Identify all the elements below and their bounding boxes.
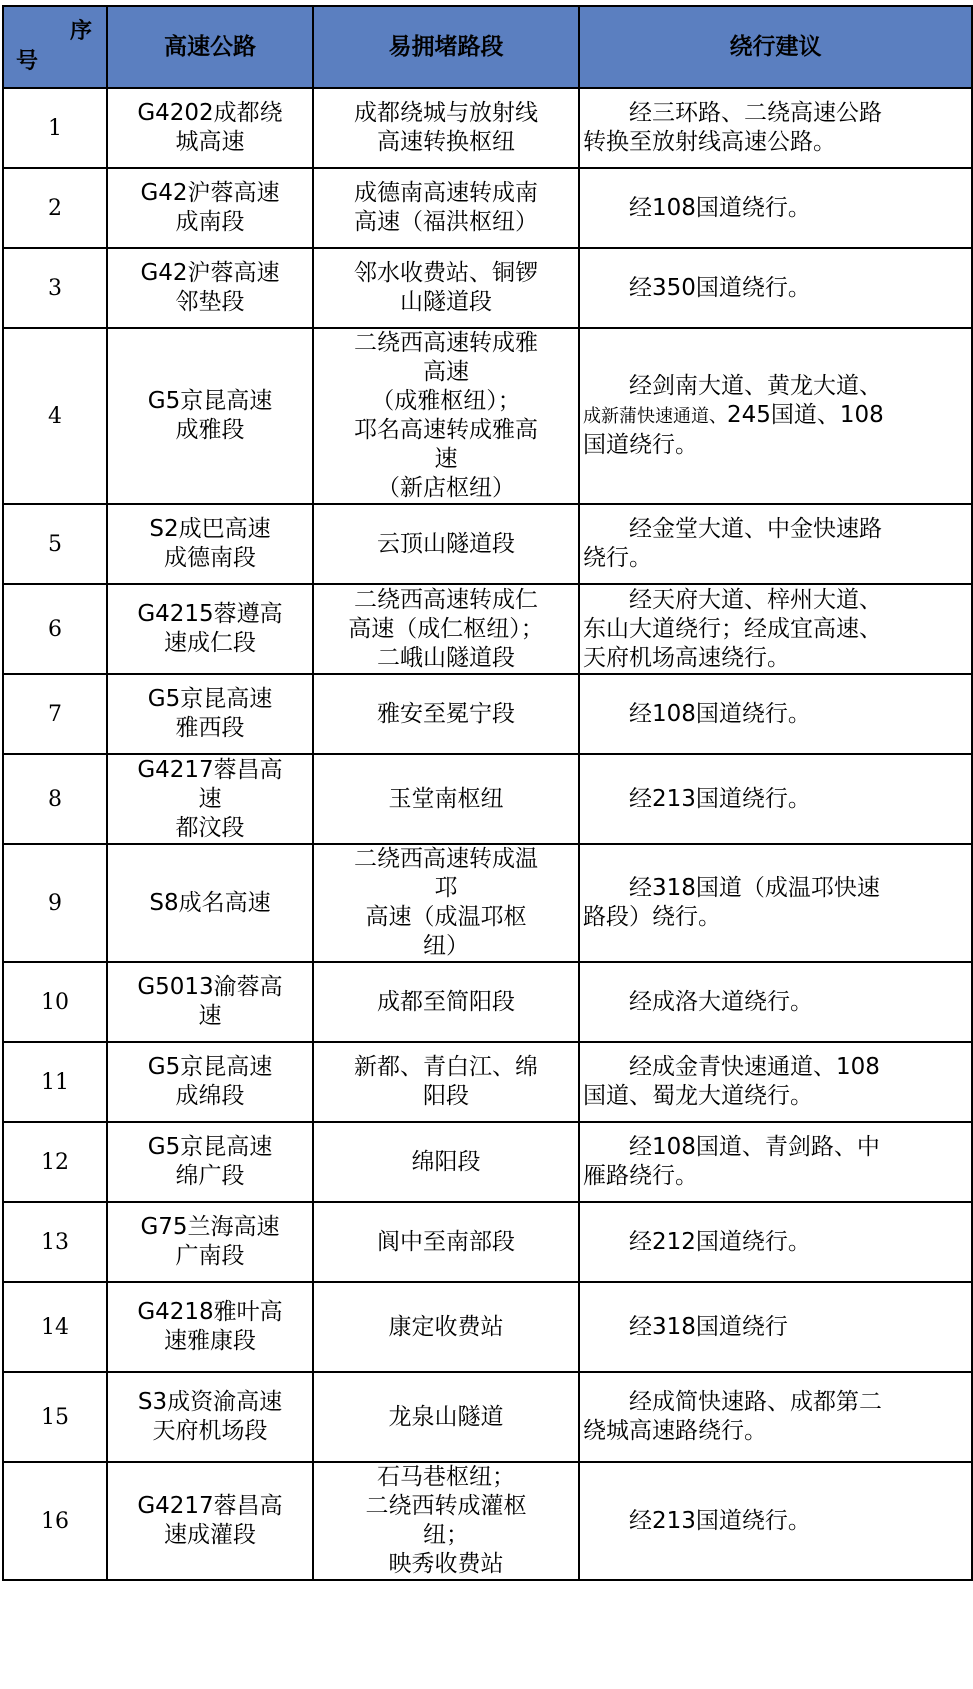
table-row (3, 1042, 972, 1122)
congestion-section: 阆中至南部段 (377, 1228, 515, 1255)
row-number: 12 (3, 1122, 107, 1202)
highway-name: G4202成都绕 城高速 (137, 100, 283, 155)
row-number: 15 (3, 1372, 107, 1462)
highway-name: G4215蓉遵高 速成仁段 (137, 601, 283, 656)
row-number: 6 (3, 584, 107, 674)
congestion-section: 龙泉山隧道 (388, 1403, 504, 1430)
congestion-section: 石马巷枢纽； 二绕西转成灌枢 纽； 映秀收费站 (365, 1464, 527, 1577)
detour-advice-rest: 245国道、108 (727, 402, 884, 428)
detour-advice: 经成金青快速通道、108 国道、蜀龙大道绕行。 (583, 1054, 880, 1109)
table-row (3, 248, 972, 328)
table-row (3, 1202, 972, 1282)
table-row (3, 1462, 972, 1580)
detour-advice: 经天府大道、梓州大道、 东山大道绕行；经成宜高速、 天府机场高速绕行。 (583, 586, 882, 671)
table-row (3, 88, 972, 168)
highway-name: G4218雅叶高 速雅康段 (137, 1299, 283, 1354)
table-row (3, 674, 972, 754)
detour-table (2, 5, 973, 1581)
detour-advice: 经成简快速路、成都第二 绕城高速路绕行。 (583, 1389, 882, 1444)
detour-advice: 经213国道绕行。 (629, 785, 811, 812)
detour-advice: 经212国道绕行。 (629, 1228, 811, 1255)
table-row (3, 1372, 972, 1462)
highway-name: G5京昆高速 成雅段 (147, 388, 273, 443)
row-number: 5 (3, 504, 107, 584)
highway-name: G42沪蓉高速 成南段 (140, 180, 280, 235)
row-number: 4 (3, 328, 107, 504)
highway-name: G5京昆高速 成绵段 (147, 1054, 273, 1109)
congestion-section: 云顶山隧道段 (377, 530, 515, 557)
header-highway: 高速公路 (107, 6, 313, 88)
detour-advice-end: 国道绕行。 (583, 432, 698, 458)
congestion-section: 玉堂南枢纽 (388, 785, 504, 812)
detour-advice: 经318国道（成温邛快速 路段）绕行。 (583, 875, 880, 930)
row-number: 11 (3, 1042, 107, 1122)
highway-name: G75兰海高速 广南段 (140, 1214, 280, 1269)
highway-name: G5京昆高速 雅西段 (147, 686, 273, 741)
row-number: 8 (3, 754, 107, 844)
header-advice: 绕行建议 (579, 6, 972, 88)
highway-name: G42沪蓉高速 邻垫段 (140, 260, 280, 315)
row-number: 14 (3, 1282, 107, 1372)
table-row (3, 328, 972, 504)
detour-advice: 经三环路、二绕高速公路 转换至放射线高速公路。 (583, 100, 882, 155)
header-section: 易拥堵路段 (313, 6, 579, 88)
congestion-section: 成都绕城与放射线 高速转换枢纽 (354, 100, 538, 155)
table-row (3, 168, 972, 248)
detour-advice: 经成洛大道绕行。 (629, 988, 813, 1015)
congestion-section: 雅安至冕宁段 (377, 700, 515, 727)
highway-name: S8成名高速 (149, 889, 271, 916)
congestion-section: 绵阳段 (411, 1148, 481, 1175)
table-row (3, 504, 972, 584)
table-row (3, 584, 972, 674)
detour-advice: 经108国道、青剑路、中 雁路绕行。 (583, 1134, 880, 1189)
congestion-section: 新都、青白江、绵 阳段 (354, 1054, 538, 1109)
table-row (3, 1122, 972, 1202)
detour-advice: 经剑南大道、黄龙大道、 (629, 373, 882, 399)
congestion-section: 康定收费站 (388, 1313, 504, 1340)
table-row (3, 1282, 972, 1372)
row-number: 2 (3, 168, 107, 248)
highway-name: S2成巴高速 成德南段 (149, 516, 271, 571)
detour-advice: 经金堂大道、中金快速路 绕行。 (583, 516, 882, 571)
detour-advice: 经350国道绕行。 (629, 274, 811, 301)
table-row (3, 962, 972, 1042)
row-number: 13 (3, 1202, 107, 1282)
row-number: 10 (3, 962, 107, 1042)
congestion-section: 成德南高速转成南 高速（福洪枢纽） (354, 180, 538, 235)
detour-advice: 经318国道绕行 (629, 1313, 788, 1340)
congestion-section: 邻水收费站、铜锣 山隧道段 (354, 260, 538, 315)
highway-name: G5013渝蓉高 速 (137, 974, 283, 1029)
detour-advice: 经108国道绕行。 (629, 700, 811, 727)
detour-advice: 经108国道绕行。 (629, 194, 811, 221)
highway-name: G5京昆高速 绵广段 (147, 1134, 273, 1189)
congestion-section: 二绕西高速转成仁 高速（成仁枢纽）； 二峨山隧道段 (348, 586, 544, 671)
row-number: 3 (3, 248, 107, 328)
row-number: 7 (3, 674, 107, 754)
detour-advice: 经213国道绕行。 (629, 1507, 811, 1534)
congestion-section: 二绕西高速转成温 邛 高速（成温邛枢 纽） (354, 846, 538, 959)
congestion-section: 二绕西高速转成雅 高速 （成雅枢纽）； 邛名高速转成雅高 速 （新店枢纽） (354, 330, 538, 501)
highway-name: S3成资渝高速 天府机场段 (137, 1389, 283, 1444)
highway-name: G4217蓉昌高 速成灌段 (137, 1493, 283, 1548)
highway-name: G4217蓉昌高 速 都汶段 (137, 756, 283, 841)
header-row (3, 6, 972, 88)
row-number: 9 (3, 844, 107, 962)
detour-advice-small: 成新蒲快速通道、 (583, 406, 727, 427)
row-number: 16 (3, 1462, 107, 1580)
table-row (3, 754, 972, 844)
table-row (3, 844, 972, 962)
row-number: 1 (3, 88, 107, 168)
header-seq: 序 号 (3, 6, 107, 88)
congestion-section: 成都至简阳段 (377, 988, 515, 1015)
